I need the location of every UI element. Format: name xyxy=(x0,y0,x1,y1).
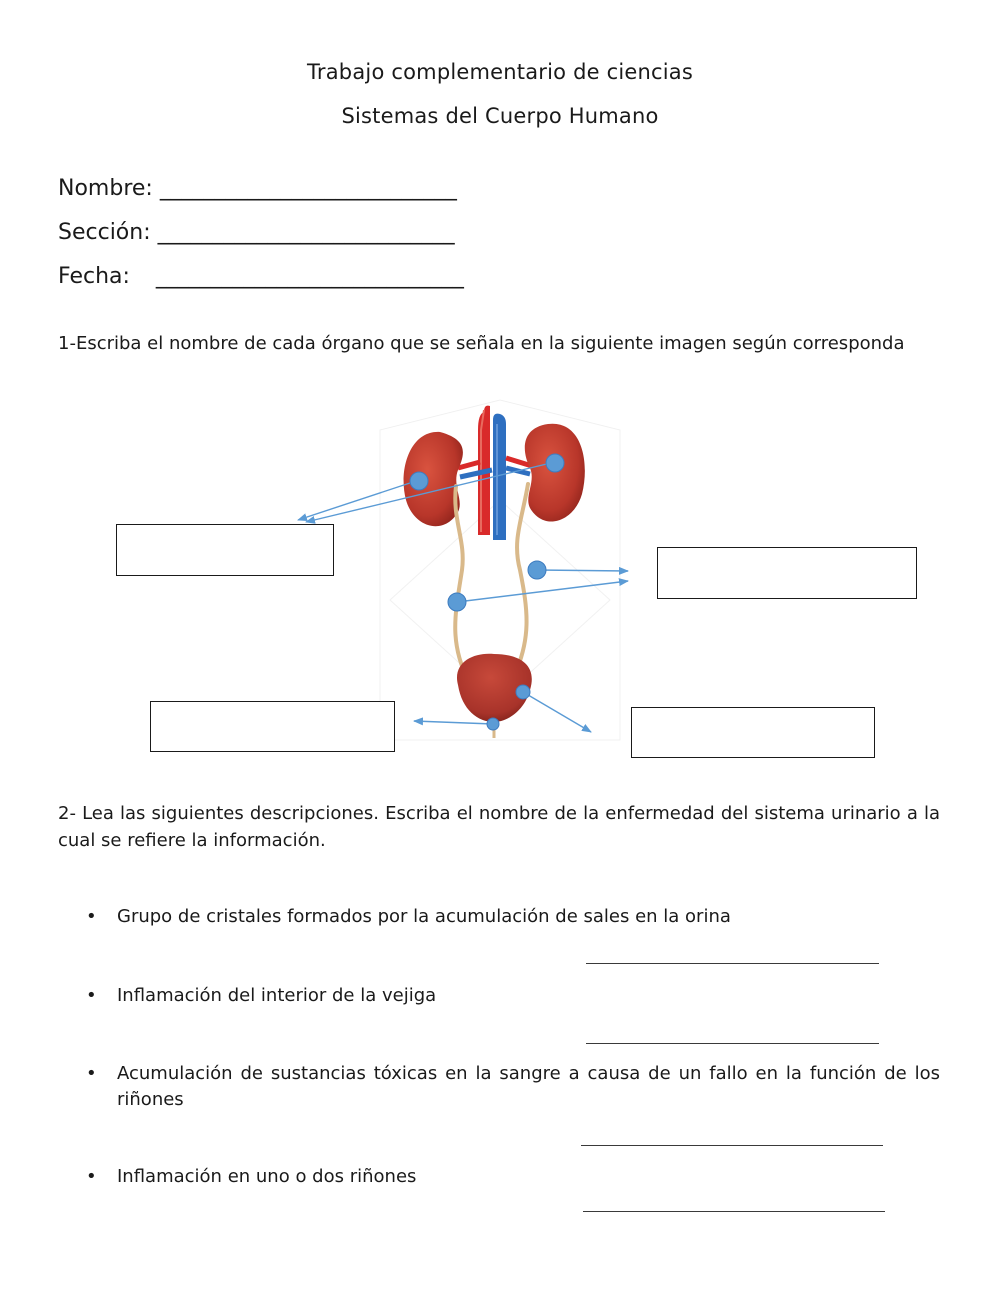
item-text: Acumulación de sustancias tóxicas en la sangre a causa de un fallo en la función de los riñones xyxy=(117,1063,940,1110)
answer-line-4[interactable] xyxy=(583,1211,885,1212)
answer-line-1[interactable] xyxy=(586,963,879,964)
nombre-label: Nombre: xyxy=(58,176,153,201)
answer-line-2[interactable] xyxy=(586,1043,879,1044)
nombre-field[interactable] xyxy=(58,176,457,201)
item-text: Inflamación en uno o dos riñones xyxy=(117,1166,417,1187)
nombre-line: ___________________________ xyxy=(159,176,457,201)
marker-left-kidney xyxy=(410,472,428,490)
answer-box-ureter[interactable] xyxy=(657,547,917,599)
marker-left-ureter xyxy=(448,593,466,611)
seccion-field[interactable] xyxy=(58,220,455,245)
bullet: • xyxy=(86,1166,97,1187)
answer-box-bladder[interactable] xyxy=(631,707,875,758)
page-title: Trabajo complementario de ciencias xyxy=(306,60,694,84)
list-item xyxy=(86,1061,940,1113)
page-subtitle: Sistemas del Cuerpo Humano xyxy=(341,104,659,128)
marker-bladder xyxy=(516,685,530,699)
answer-line-3[interactable] xyxy=(581,1145,883,1146)
marker-right-ureter xyxy=(528,561,546,579)
fecha-label: Fecha: xyxy=(58,264,130,289)
bullet: • xyxy=(86,906,97,927)
question-1-text: 1-Escriba el nombre de cada órgano que se señala en la siguiente imagen según corresponda xyxy=(58,333,905,354)
bullet: • xyxy=(86,1063,97,1084)
marker-urethra xyxy=(487,718,499,730)
fecha-line: ____________________________ xyxy=(155,264,464,289)
answer-box-kidney[interactable] xyxy=(116,524,334,576)
marker-right-kidney xyxy=(546,454,564,472)
list-item xyxy=(86,983,940,1009)
list-item xyxy=(86,1164,940,1190)
fecha-field[interactable] xyxy=(58,264,464,289)
ureters xyxy=(455,484,528,680)
list-item xyxy=(86,904,940,930)
seccion-label: Sección: xyxy=(58,220,151,245)
item-text: Grupo de cristales formados por la acumulación de sales en la orina xyxy=(117,906,731,927)
seccion-line: ___________________________ xyxy=(157,220,455,245)
answer-box-urethra[interactable] xyxy=(150,701,395,752)
bullet: • xyxy=(86,985,97,1006)
question-2-text: 2- Lea las siguientes descripciones. Escriba el nombre de la enfermedad del sistema urinario a la cual se refiere la información. xyxy=(58,803,940,851)
item-text: Inflamación del interior de la vejiga xyxy=(117,985,437,1006)
right-kidney xyxy=(525,424,585,522)
